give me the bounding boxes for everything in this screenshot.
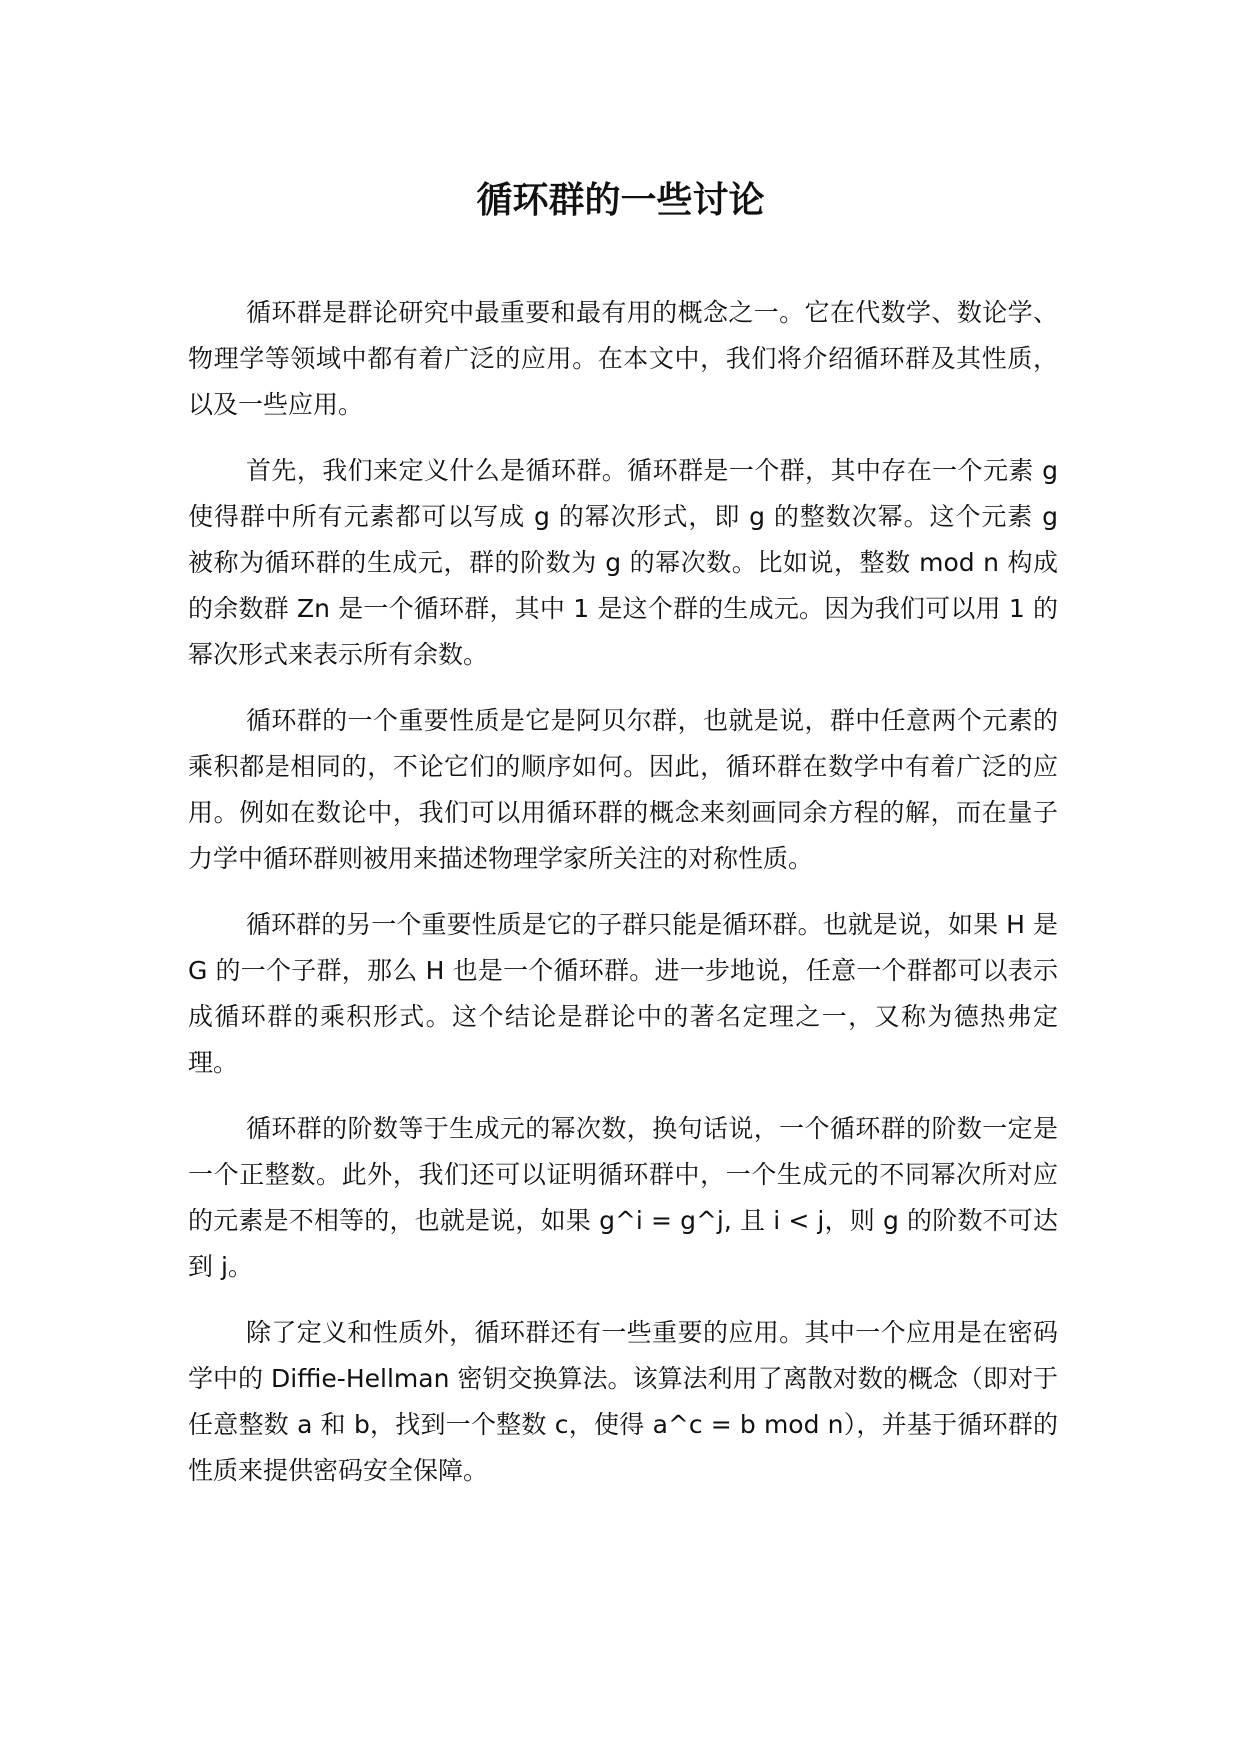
paragraph-subgroup-property: 循环群的另一个重要性质是它的子群只能是循环群。也就是说，如果 H 是 G 的一个子群，那么 H 也是一个循环群。进一步地说，任意一个群都可以表示成循环群的乘积形式。这个结论是群论中的著名定理之一，又称为德热弗定理。 [188,910,1058,1077]
paragraph-abelian-property: 循环群的一个重要性质是它是阿贝尔群，也就是说，群中任意两个元素的乘积都是相同的，不论它们的顺序如何。因此，循环群在数学中有着广泛的应用。例如在数论中，我们可以用循环群的概念来刻画同余方程的解，而在量子力学中循环群则被用来描述物理学家所关注的对称性质。 [188,706,1058,873]
paragraph-intro: 循环群是群论研究中最重要和最有用的概念之一。它在代数学、数论学、物理学等领域中都有着广泛的应用。在本文中，我们将介绍循环群及其性质，以及一些应用。 [188,298,1058,419]
paragraph-order: 循环群的阶数等于生成元的幂次数，换句话说，一个循环群的阶数一定是一个正整数。此外，我们还可以证明循环群中，一个生成元的不同幂次所对应的元素是不相等的，也就是说，如果 g^i = g^j, 且 i < j，则 g 的阶数不可达到 j。 [188,1114,1058,1281]
document-title: 循环群的一些讨论 [476,180,765,221]
paragraph-applications: 除了定义和性质外，循环群还有一些重要的应用。其中一个应用是在密码学中的 Diffie-Hellman 密钥交换算法。该算法利用了离散对数的概念（即对于任意整数 a 和 b，找到一个整数 c，使得 a^c = b mod n），并基于循环群的性质来提供密码安全保障。 [188,1318,1058,1485]
document-body [188,290,1058,1514]
paragraph-definition: 首先，我们来定义什么是循环群。循环群是一个群，其中存在一个元素 g 使得群中所有元素都可以写成 g 的幂次形式，即 g 的整数次幂。这个元素 g 被称为循环群的生成元，群的阶数为 g 的幂次数。比如说，整数 mod n 构成的余数群 Zn 是一个循环群，其中 1 是这个群的生成元。因为我们可以用 1 的幂次形式来表示所有余数。 [188,456,1058,669]
